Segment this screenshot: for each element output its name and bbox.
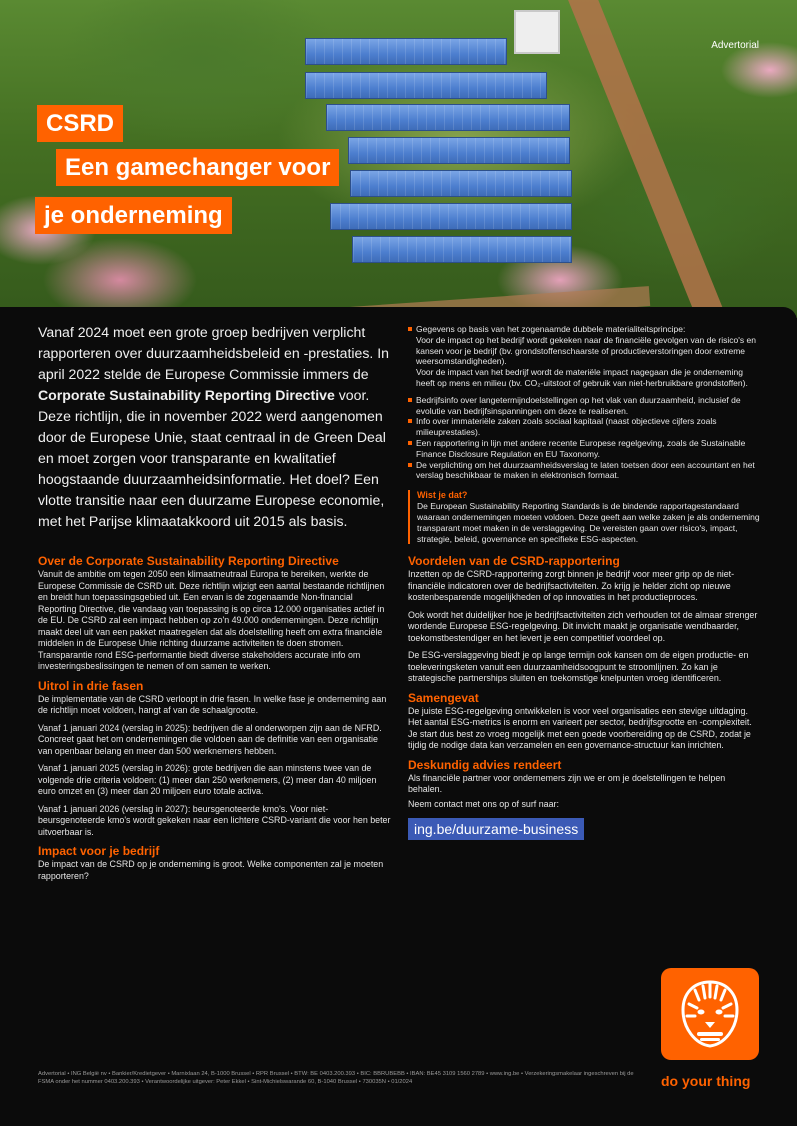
list-item: De verplichting om het duurzaamheidsverslag te laten toetsen door een accountant en het verslag beschikbaar te maken in elektronisch formaat. — [408, 460, 760, 482]
phases-intro: De implementatie van de CSRD verloopt in drie fasen. In welke fase je onderneming aan de richtlijn moet voldoen, hangt af van de schaalgrootte. — [38, 693, 387, 715]
section-title-impact: Impact voor je bedrijf — [38, 844, 160, 858]
solar-panel-row — [305, 72, 547, 99]
left-column — [38, 322, 393, 888]
list-item: Gegevens op basis van het zogenaamde dubbele materialiteitsprincipe: Voor de impact op het bedrijf wordt gekeken naar de financiële gevolgen van de risico's en kansen voor je bedrijf (bv. grondstoffenschaarste of productieverstoringen door extreme weersomstandigheden). Voor de impact van het bedrijf wordt de materiële impact nagegaan die je onderneming heeft op mens en milieu (bv. CO₂-uitstoot of gebruik van niet-herbruikbare grondstoffen). — [408, 324, 760, 389]
title-tag-line2: Een gamechanger voor — [56, 149, 339, 186]
callout-title: Wist je dat? — [417, 490, 468, 501]
phase-3: Vanaf 1 januari 2026 (verslag in 2027): beursgenoteerde kmo's. Voor niet-beursgenoteerde kmo's wordt gekeken naar een lichtere CSRD-variant die voor hen beter uitvoerbaar is. — [38, 803, 391, 837]
title-tag-line3: je onderneming — [35, 197, 232, 234]
section-title-advice: Deskundig advies rendeert — [408, 757, 562, 772]
hero-image — [0, 0, 797, 318]
solar-panel-row — [352, 236, 572, 263]
did-you-know-callout — [408, 490, 760, 544]
section-title-about: Over de Corporate Sustainability Reporting Directive — [38, 554, 339, 568]
about-text: Vanuit de ambitie om tegen 2050 een klimaatneutraal Europa te bereiken, werkte de Europese Commissie de CSRD uit. Deze richtlijn wijzigt een aantal bestaande richtlijnen en breidt hun toepassingsgebied uit. Een ervan is de zogenaamde Non-financial Reporting Directive, die vandaag van toepassing is op circa 12.000 organisaties actief in de EU. De CSRD zal een impact hebben op zo'n 49.000 ondernemingen. Deze richtlijn maakt deel uit van een pakket maatregelen dat als doelstelling heeft om extra financiële middelen in de Europese Unie richting duurzame activiteiten te doen stromen. Transparantie rond ESG-performantie biedt diverse stakeholders accurate info om investeringsbeslissingen te nemen of om samen te werken. — [38, 569, 385, 671]
solar-panel-row — [348, 137, 570, 164]
contact-text: Neem contact met ons op of surf naar: — [408, 798, 559, 809]
dirt-road — [560, 0, 728, 318]
list-item: Een rapportering in lijn met andere recente Europese regelgeving, zoals de Sustainable Finance Disclosure Regulation en EU Taxonomy. — [408, 438, 760, 460]
right-column — [408, 324, 760, 840]
solar-panel-row — [350, 170, 572, 197]
advertorial-label: Advertorial — [711, 40, 759, 51]
list-subitem: Voor de impact van het bedrijf wordt de materiële impact nagegaan die je onderneming heeft op mens en milieu (bv. CO₂-uitstoot of gebruik van niet-herbruikbare grondstoffen). — [416, 367, 748, 388]
benefits-p1: Inzetten op de CSRD-rapportering zorgt binnen je bedrijf voor meer grip op de niet-financiële indicatoren over de bedrijfsactiviteiten. Zo krijg je helder zicht op nieuwe kostenbesparende mogelijkheden of op innovaties in het productieproces. — [408, 569, 735, 603]
phase-1: Vanaf 1 januari 2024 (verslag in 2025): bedrijven die al onderworpen zijn aan de NFRD. Concreet gaat het om ondernemingen die voldoen aan de definitie van een organisatie van openbaar belang en meer dan 500 werknemers hebben. — [38, 722, 382, 756]
summary-text: De juiste ESG-regelgeving ontwikkelen is voor veel organisaties een stevige uitdaging. Het aantal ESG-metrics is enorm en varieert per sector, bedrijfsgrootte en -complexiteit. Je start dus best zo vroeg mogelijk met een goede voorbereiding op de CSRD, zodat je tijdig de nodige data kan verzamelen en een governance-structuur kan inrichten. — [408, 705, 752, 751]
component-list — [408, 324, 760, 481]
list-item: Info over immateriële zaken zoals sociaal kapitaal (naast objectieve cijfers zoals milieuprestaties). — [408, 416, 760, 438]
benefits-p3: De ESG-verslaggeving biedt je op lange termijn ook kansen om de eigen productie- en toeleveringsketen vanuit een duurzaamheidsoogpunt te stroomlijnen. Zo kan je strategische partnerships sluiten en toekomstige knelpunten vroeg identificeren. — [408, 650, 749, 684]
legal-footer: Advertorial • ING België nv • Bankier/Kredietgever • Marnixlaan 24, B-1000 Brussel • RPR Brussel • BTW: BE 0403.200.393 • BIC: BBRUBEBB • IBAN: BE45 3109 1560 2789 • www.ing.be • Verzekeringsmakelaar ingeschreven bij de FSMA onder het nummer 0403.200.393 • Verantwoordelijke uitgever: Peter Ekkel • Sint-Michielswarande 60, B-1040 Brussel • 730035N • 01/2024 — [38, 1071, 634, 1086]
section-title-phases: Uitrol in drie fasen — [38, 678, 144, 693]
lion-icon — [675, 978, 745, 1050]
advice-text: Als financiële partner voor ondernemers zijn we er om je doelstellingen te helpen behalen. — [408, 772, 726, 795]
shed-building — [514, 10, 560, 54]
phase-2: Vanaf 1 januari 2025 (verslag in 2026): grote bedrijven die aan minstens twee van de volgende drie criteria voldoen: (1) meer dan 250 werknemers, (2) meer dan 40 miljoen euro omzet en (3) meer dan 20 miljoen euro totale activa. — [38, 763, 377, 796]
title-tag-csrd: CSRD — [37, 105, 123, 142]
solar-panel-row — [326, 104, 570, 131]
ing-lion-logo — [661, 968, 759, 1060]
website-link[interactable]: ing.be/duurzame-business — [408, 818, 584, 840]
benefits-p2: Ook wordt het duidelijker hoe je bedrijfsactiviteiten zich verhouden tot de almaar strenger wordende Europese ESG-regelgeving. Dit invicht maakt je organisatie wendbaarder, toekomstbestendiger en het levert je een competitief voordeel op. — [408, 609, 758, 643]
intro-paragraph: Vanaf 2024 moet een grote groep bedrijven verplicht rapporteren over duurzaamheidsbeleid en -prestaties. In april 2022 stelde de Europese Commissie immers de Corporate Sustainability Reporting Directive voor. Deze richtlijn, die in november 2022 werd aangenomen door de Europese Unie, staat centraal in de Green Deal en moet zorgen voor transparante en kwalitatief hoogstaande duurzaamheidsinformatie. Het doel? Een vlotte transitie naar een duurzame Europese economie, met het Parijse klimaatakkoord uit 2015 als basis. — [38, 324, 389, 529]
solar-panel-row — [330, 203, 572, 230]
brand-tagline: do your thing — [661, 1073, 751, 1089]
section-title-benefits: Voordelen van de CSRD-rapportering — [408, 554, 620, 569]
intro-bold: Corporate Sustainability Reporting Directive — [38, 387, 335, 403]
list-item: Bedrijfsinfo over langetermijndoelstellingen op het vlak van duurzaamheid, inclusief de evolutie van bedrijfsinspanningen om deze te realiseren. — [408, 395, 760, 417]
impact-text: De impact van de CSRD op je onderneming is groot. Welke componenten zal je moeten rapporteren? — [38, 859, 384, 881]
section-title-summary: Samengevat — [408, 690, 479, 705]
callout-text: De European Sustainability Reporting Standards is de bindende rapportagestandaard waaraan ondernemingen moeten voldoen. Deze geeft aan welke zaken je als onderneming transparant moet maken in de verslaggeving. De vereisten gaan over risico's, impact, strategie, beleid, governance en specifieke ESG-aspecten. — [417, 501, 760, 544]
list-subitem: Voor de impact op het bedrijf wordt gekeken naar de financiële gevolgen van de risico's en kansen voor je bedrijf (bv. grondstoffenschaarste of productieverstoringen door extreme weersomstandigheden). — [416, 334, 756, 367]
solar-panel-row — [305, 38, 507, 65]
